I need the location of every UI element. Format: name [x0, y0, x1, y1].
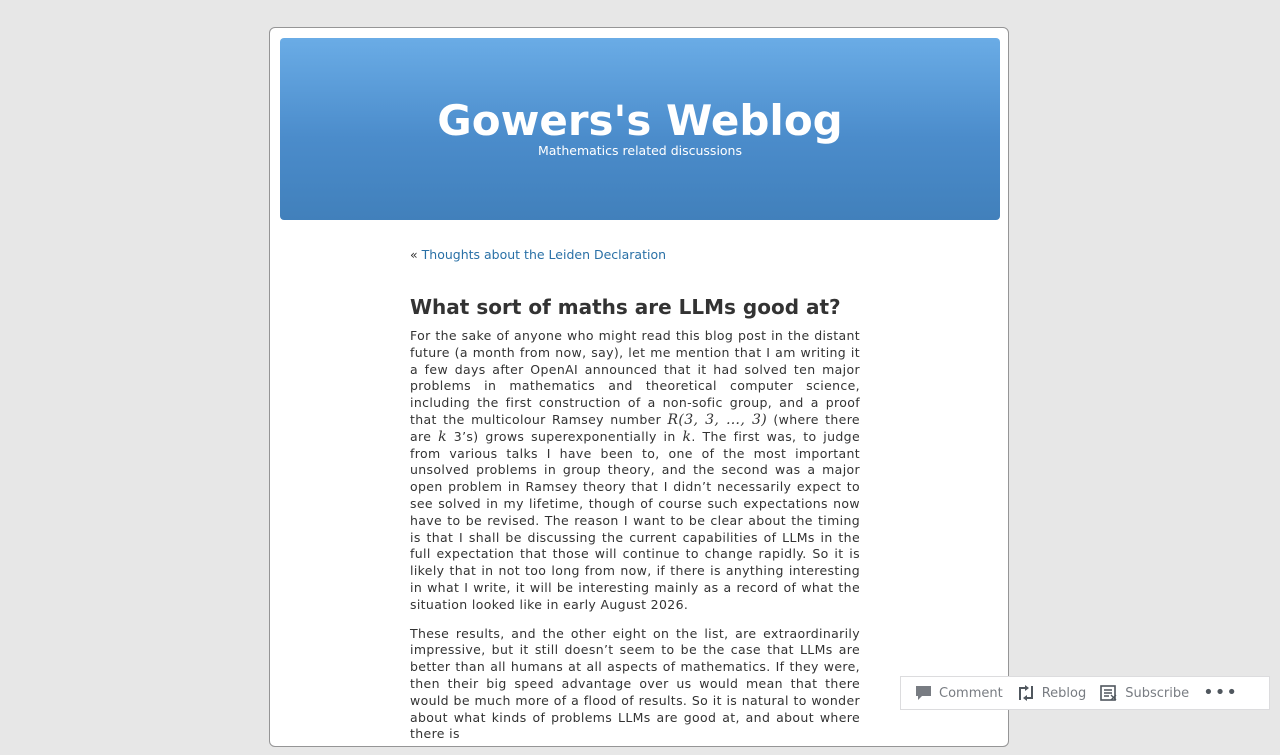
post-body — [410, 328, 860, 743]
reblog-button[interactable] — [1017, 685, 1087, 701]
math-k: k — [438, 428, 447, 445]
paragraph-1-text-b: (where there are — [410, 411, 860, 444]
post-content — [410, 246, 860, 755]
paragraph-1-text-a: For the sake of anyone who might read this blog post in the distant future (a month from now, say), let me mention that I am writing it a few days after OpenAI announced that it had solved ten major problems in mathematics and theoretical computer science, including the first construction of a non-sofic group, and a proof that the multicolour Ramsey number — [410, 328, 860, 427]
post-title: What sort of maths are LLMs good at? — [410, 295, 841, 319]
reblog-label: Reblog — [1041, 685, 1087, 701]
math-ramsey-number: R(3, 3, …, 3) — [667, 411, 768, 428]
paragraph-1 — [410, 328, 860, 614]
previous-post-link[interactable]: Thoughts about the Leiden Declaration — [421, 247, 667, 262]
page-wrapper — [269, 27, 1009, 747]
reblog-icon — [1017, 685, 1035, 701]
comment-icon — [915, 685, 932, 701]
math-k: k — [682, 428, 692, 445]
previous-post-nav — [410, 246, 860, 264]
blog-header — [280, 38, 1000, 220]
nav-arrow: « — [410, 247, 418, 262]
blog-description: Mathematics related discussions — [537, 143, 742, 158]
more-options-icon[interactable]: ••• — [1203, 682, 1238, 703]
blog-title[interactable]: Gowers's Weblog — [437, 96, 843, 145]
paragraph-2: These results, and the other eight on the list, are extraordinarily impressive, but it still doesn’t seem to be the case that LLMs are better than all humans at all aspects of mathematics. If they were, then their big speed advantage over us would mean that there would be much more of a flood of results. So it is natural to wonder about what kinds of problems LLMs are good at, and about where there is — [410, 625, 860, 742]
subscribe-icon — [1100, 685, 1118, 701]
comment-label: Comment — [939, 685, 1003, 701]
subscribe-button[interactable] — [1100, 685, 1189, 701]
paragraph-1-text-c: 3’s) grows superexponentially in — [446, 428, 683, 444]
subscribe-label: Subscribe — [1125, 685, 1190, 701]
action-bar — [900, 676, 1270, 710]
comment-button[interactable] — [915, 685, 1003, 701]
paragraph-1-text-d: . The first was, to judge from various talks I have been to, one of the most important unsolved problems in group theory, and the second was a major open problem in Ramsey theory that I didn’t necessarily expect to see solved in my lifetime, though of course such expectations now have to be revised. The reason I want to be clear about the timing is that I shall be discussing the current capabilities of LLMs in the full expectation that those will continue to change rapidly. So it is likely that in not too long from now, if there is anything interesting in what I write, it will be interesting mainly as a record of what the situation looked like in early August 2026. — [410, 428, 861, 612]
